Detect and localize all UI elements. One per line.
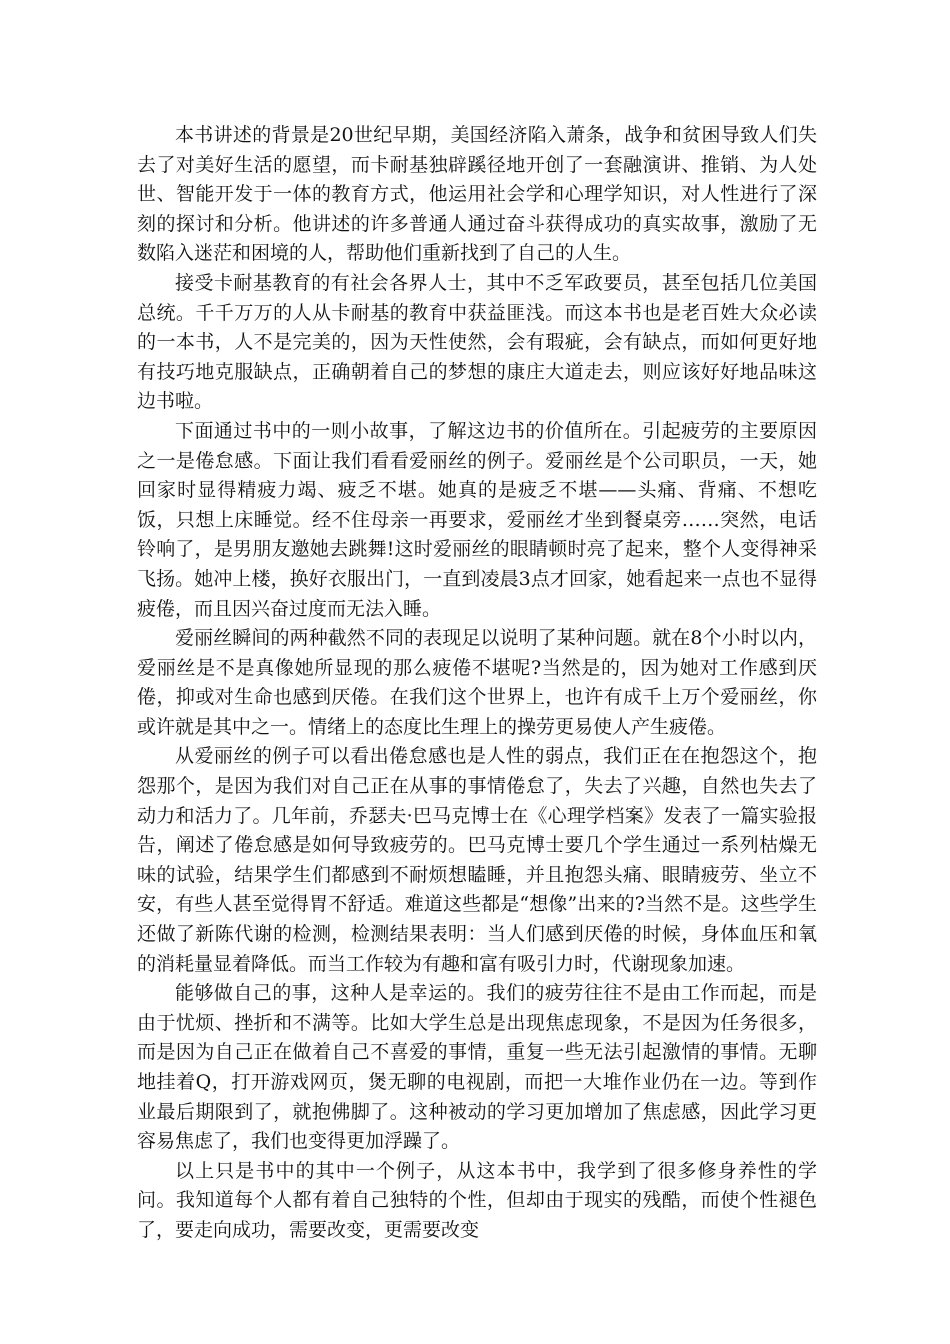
paragraph-6: 能够做自己的事，这种人是幸运的。我们的疲劳往往不是由工作而起，而是由于忧烦、挫折和不满等。比如大学生总是出现焦虑现象，不是因为任务很多，而是因为自己正在做着自己不喜爱的事情，重复一些无法引起激情的事情。无聊地挂着Q，打开游戏网页，煲无聊的电视剧，而把一大堆作业仍在一边。等到作业最后期限到了，就抱佛脚了。这种被动的学习更加增加了焦虑感，因此学习更容易焦虑了，我们也变得更加浮躁了。 (137, 982, 817, 1153)
paragraph-2: 接受卡耐基教育的有社会各界人士，其中不乏军政要员，甚至包括几位美国总统。千千万万的人从卡耐基的教育中获益匪浅。而这本书也是老百姓大众必读的一本书，人不是完美的，因为天性使然，会有瑕疵，会有缺点，而如何更好地有技巧地克服缺点，正确朝着自己的梦想的康庄大道走去，则应该好好地品味这边书啦。 (137, 271, 817, 413)
paragraph-1: 本书讲述的背景是20世纪早期，美国经济陷入萧条，战争和贫困导致人们失去了对美好生活的愿望，而卡耐基独辟蹊径地开创了一套融演讲、推销、为人处世、智能开发于一体的教育方式，他运用社会学和心理学知识，对人性进行了深刻的探讨和分析。他讲述的许多普通人通过奋斗获得成功的真实故事，激励了无数陷入迷茫和困境的人，帮助他们重新找到了自己的人生。 (137, 124, 817, 265)
document-page (137, 121, 817, 1246)
paragraph-5: 从爱丽丝的例子可以看出倦怠感也是人性的弱点，我们正在在抱怨这个，抱怨那个，是因为我们对自己正在从事的事情倦怠了，失去了兴趣，自然也失去了动力和活力了。几年前，乔瑟夫·巴马克博士在《心理学档案》发表了一篇实验报告，阐述了倦怠感是如何导致疲劳的。巴马克博士要几个学生通过一系列枯燥无味的试验，结果学生们都感到不耐烦想瞌睡，并且抱怨头痛、眼睛疲劳、坐立不安，有些人甚至觉得胃不舒适。难道这些都是“想像”出来的?当然不是。这些学生还做了新陈代谢的检测，检测结果表明：当人们感到厌倦的时候，身体血压和氧的消耗量显着降低。而当工作较为有趣和富有吸引力时，代谢现象加速。 (137, 745, 817, 975)
paragraph-3: 下面通过书中的一则小故事，了解这边书的价值所在。引起疲劳的主要原因之一是倦怠感。下面让我们看看爱丽丝的例子。爱丽丝是个公司职员，一天，她回家时显得精疲力竭、疲乏不堪。她真的是疲乏不堪——头痛、背痛、不想吃饭，只想上床睡觉。经不住母亲一再要求，爱丽丝才坐到餐桌旁……突然，电话铃响了，是男朋友邀她去跳舞!这时爱丽丝的眼睛顿时亮了起来，整个人变得神采飞扬。她冲上楼，换好衣服出门，一直到凌晨3点才回家，她看起来一点也不显得疲倦，而且因兴奋过度而无法入睡。 (137, 419, 817, 620)
paragraph-7: 以上只是书中的其中一个例子，从这本书中，我学到了很多修身养性的学问。我知道每个人都有着自己独特的个性，但却由于现实的残酷，而使个性褪色了，要走向成功，需要改变，更需要改变 (137, 1159, 817, 1241)
paragraph-4: 爱丽丝瞬间的两种截然不同的表现足以说明了某种问题。就在8个小时以内，爱丽丝是不是真像她所显现的那么疲倦不堪呢?当然是的，因为她对工作感到厌倦，抑或对生命也感到厌倦。在我们这个世界上，也许有成千上万个爱丽丝，你或许就是其中之一。情绪上的态度比生理上的操劳更易使人产生疲倦。 (137, 627, 817, 738)
